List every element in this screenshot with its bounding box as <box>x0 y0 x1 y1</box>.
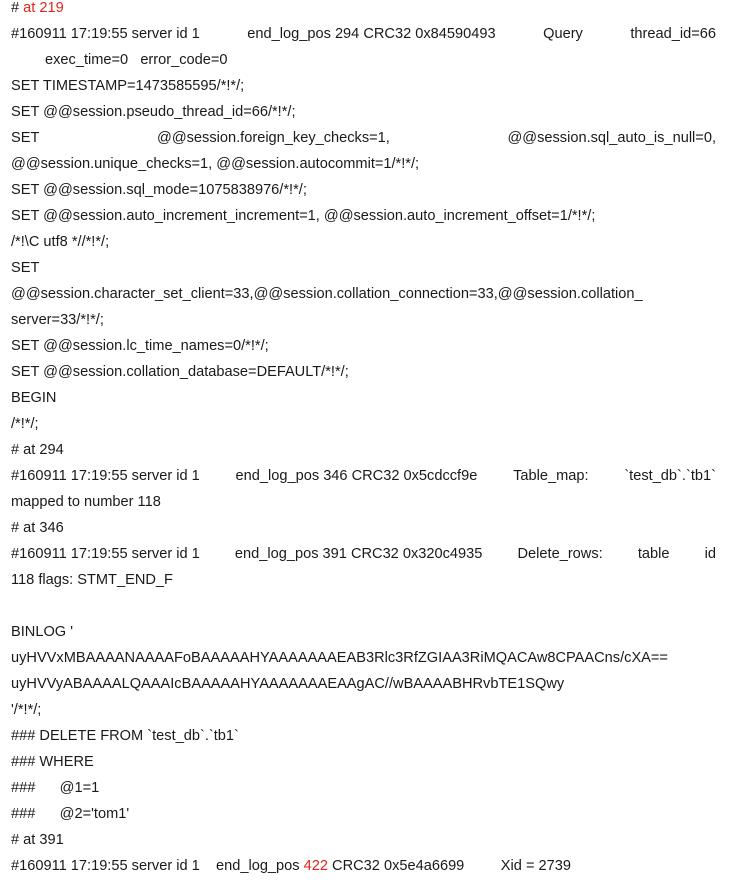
log-line: # at 346 <box>11 520 64 536</box>
log-text: CRC32 0x5e4a6699 Xid = 2739 <box>328 858 571 874</box>
log-line: SET @@session.collation_database=DEFAULT/*!*/; <box>11 364 349 380</box>
log-line: /*!*/; <box>11 416 39 432</box>
log-line <box>11 541 716 567</box>
log-line: mapped to number 118 <box>11 494 161 510</box>
log-text: Table_map: <box>513 468 589 484</box>
log-text: #160911 17:19:55 server id 1 <box>11 546 200 562</box>
log-line <box>11 21 716 47</box>
highlighted-position: 422 <box>303 858 328 874</box>
log-line: @@session.character_set_client=33,@@session.collation_connection=33,@@session.collation_ <box>11 286 643 302</box>
log-line: SET TIMESTAMP=1473585595/*!*/; <box>11 78 245 94</box>
log-line: server=33/*!*/; <box>11 312 104 328</box>
log-line: '/*!*/; <box>11 702 42 718</box>
log-text: #160911 17:19:55 server id 1 <box>11 26 200 42</box>
log-text: `test_db`.`tb1` <box>624 468 716 484</box>
log-text: SET <box>11 130 40 146</box>
log-line <box>11 0 716 21</box>
log-line: ### WHERE <box>11 754 94 770</box>
log-text: end_log_pos 346 CRC32 0x5cdccf9e <box>235 468 478 484</box>
log-text: end_log_pos 391 CRC32 0x320c4935 <box>234 546 483 562</box>
log-line: BINLOG ' <box>11 624 73 640</box>
log-line: SET @@session.pseudo_thread_id=66/*!*/; <box>11 104 296 120</box>
log-line: ### DELETE FROM `test_db`.`tb1` <box>11 728 239 744</box>
log-line: ### @2='tom1' <box>11 806 130 822</box>
log-line: SET <box>11 260 40 276</box>
log-line: @@session.unique_checks=1, @@session.autocommit=1/*!*/; <box>11 156 420 172</box>
log-line <box>11 463 716 489</box>
log-line: uyHVVxMBAAAANAAAAFoBAAAAAHYAAAAAAAEAB3Rlc3RfZGIAA3RiMQACAw8CPAACns/cXA== <box>11 650 668 666</box>
log-line: # at 391 <box>11 832 64 848</box>
log-line: ### @1=1 <box>11 780 100 796</box>
log-text: @@session.foreign_key_checks=1, <box>157 130 390 146</box>
log-line: # at 294 <box>11 442 64 458</box>
log-text: #160911 17:19:55 server id 1 <box>11 468 200 484</box>
log-line: SET @@session.lc_time_names=0/*!*/; <box>11 338 269 354</box>
log-text: Query <box>543 26 583 42</box>
log-line: 118 flags: STMT_END_F <box>11 572 173 588</box>
log-text: # <box>11 0 24 16</box>
log-line: exec_time=0 error_code=0 <box>45 52 228 68</box>
log-line: /*!\C utf8 *//*!*/; <box>11 234 110 250</box>
log-line: SET @@session.auto_increment_increment=1, @@session.auto_increment_offset=1/*!*/; <box>11 208 596 224</box>
highlighted-position: at 219 <box>23 0 64 16</box>
log-text: id <box>704 546 716 562</box>
log-text: Delete_rows: <box>517 546 603 562</box>
log-text: end_log_pos 294 CRC32 0x84590493 <box>247 26 496 42</box>
log-line: uyHVVyABAAAALQAAAIcBAAAAAHYAAAAAAAEAAgAC//wBAAAABHRvbTE1SQwy <box>11 676 565 692</box>
log-line: SET @@session.sql_mode=1075838976/*!*/; <box>11 182 307 198</box>
log-text: table <box>637 546 670 562</box>
log-line <box>11 853 716 879</box>
log-text: thread_id=66 <box>630 26 716 42</box>
log-text: @@session.sql_auto_is_null=0, <box>507 130 716 146</box>
log-line <box>11 125 716 151</box>
log-text: #160911 17:19:55 server id 1 end_log_pos <box>11 858 304 874</box>
log-line: BEGIN <box>11 390 57 406</box>
